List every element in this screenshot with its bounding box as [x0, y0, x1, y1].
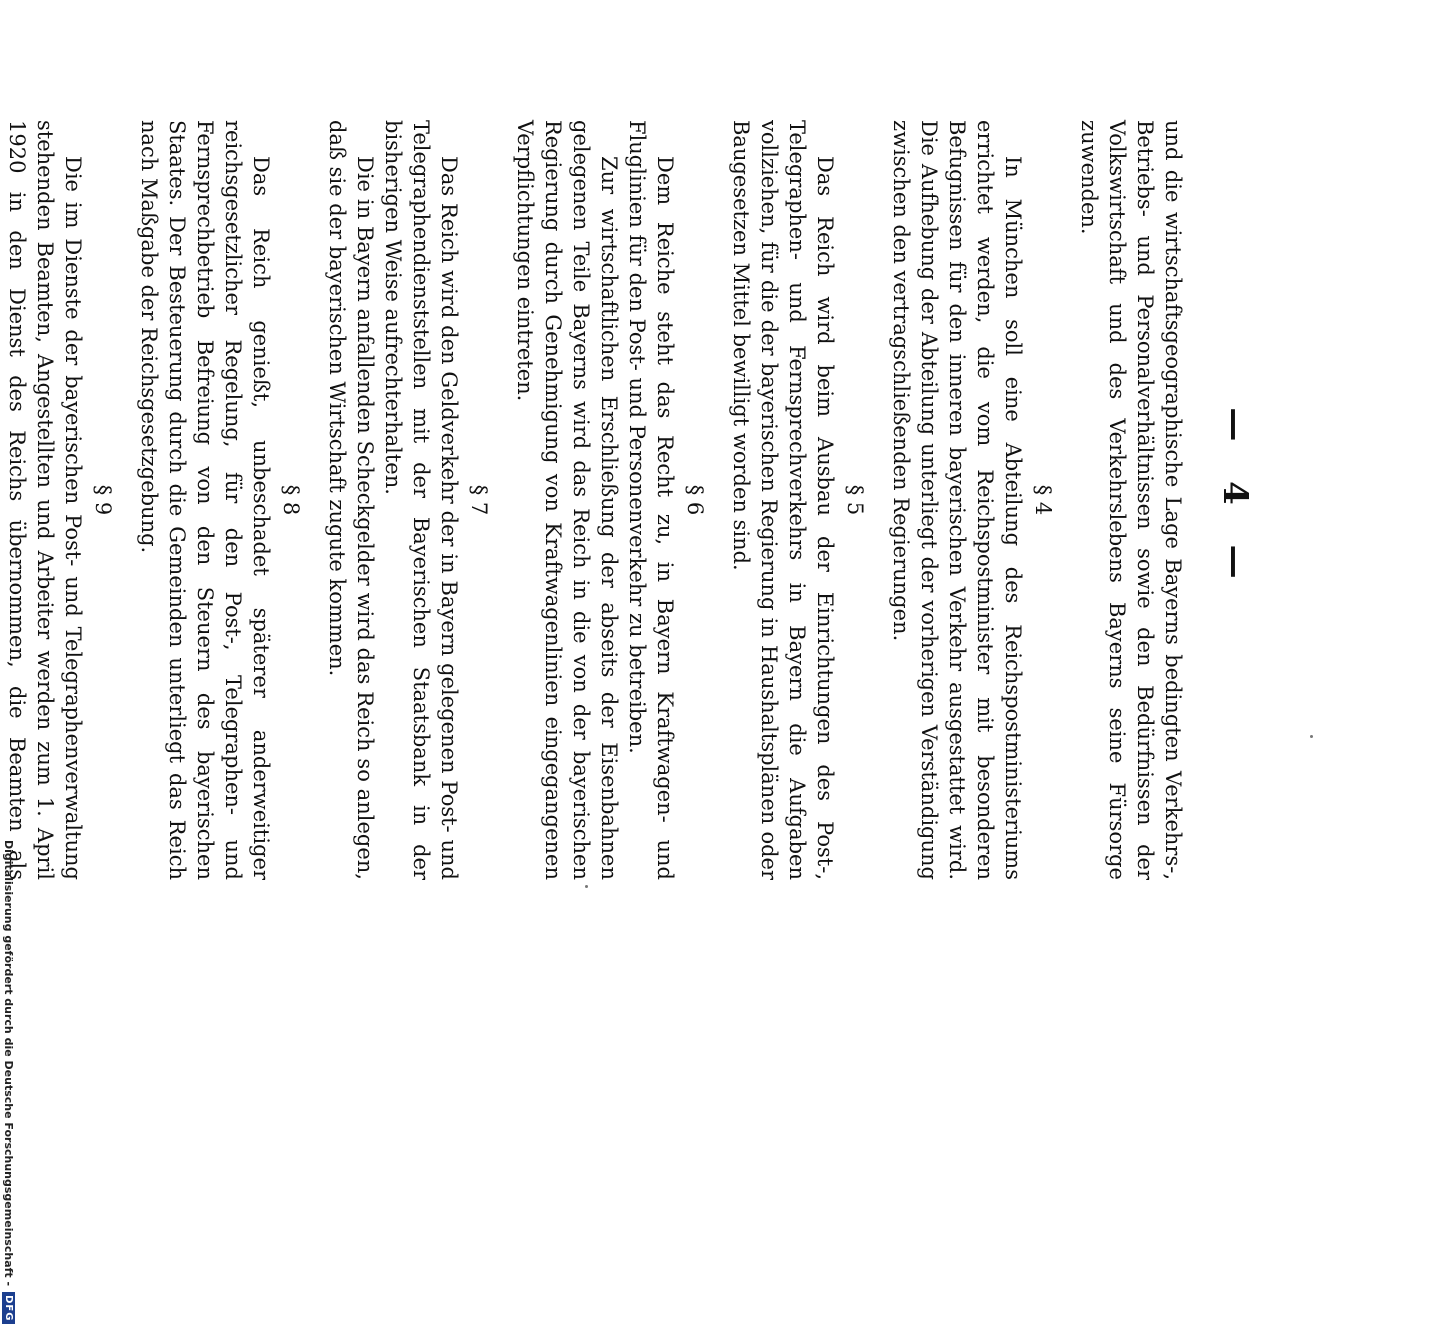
section-heading-9: § 9	[91, 484, 115, 516]
dfg-logo: DFG	[2, 1292, 15, 1324]
section-5-paragraph-1: Das Reich wird beim Ausbau der Einrichtungen des Post-, Telegraphen- und Fernsprechverkehrs in Bayern die Aufgaben vollziehen, für die der bayerischen Regierung in Haushaltsplänen oder Baugesetzen Mittel bewilligt worden sind.	[729, 120, 837, 880]
section-heading-5: § 5	[843, 484, 867, 516]
document-page	[5, 60, 1317, 940]
section-heading-6: § 6	[683, 484, 707, 516]
section-9-paragraph-1: Die im Dienste der bayerischen Post- und Telegraphenverwaltung stehenden Beamten, Angestellten und Arbeiter werden zum 1. April 1920 in den Dienst des Reichs übernommen, die Beamten als	[5, 120, 85, 880]
section-4-paragraph-1: In München soll eine Abteilung des Reichspostministeriums errichtet werden, die vom Reichspostminister mit besonderen Befugnissen für den inneren bayerischen Verkehr ausgestattet wird. Die Aufhebung der Abteilung unterliegt der vorherigen Verständigung zwischen den vertragschließenden Regierungen.	[889, 120, 1025, 880]
section-heading-8: § 8	[279, 484, 303, 516]
section-heading-4: § 4	[1031, 484, 1055, 516]
footer-text: Digitalisierung gefördert durch die Deutsche Forschungsgemeinschaft -	[2, 840, 15, 1287]
section-6-paragraph-1: Dem Reiche steht das Recht zu, in Bayern Kraftwagen- und Fluglinien für den Post- und Personenverkehr zu betreiben.	[625, 120, 677, 880]
section-8-paragraph-1: Das Reich genießt, unbeschadet späterer anderweitiger reichsgesetzlicher Regelung, für den Post-, Telegraphen- und Fernsprechbetrieb Befreiung von den Steuern des bayerischen Staates. Der Besteuerung durch die Gemeinden unterliegt das Reich nach Maßgabe der Reichsgesetzgebung.	[137, 120, 273, 880]
scan-speck	[585, 885, 588, 888]
scan-speck	[1310, 735, 1313, 738]
section-heading-7: § 7	[467, 484, 491, 516]
section-7-paragraph-1: Das Reich wird den Geldverkehr der in Bayern gelegenen Post- und Telegraphendienststellen mit der Bayerischen Staatsbank in der bisherigen Weise aufrechterhalten.	[381, 120, 461, 880]
section-6-paragraph-2: Zur wirtschaftlichen Erschließung der abseits der Eisenbahnen gelegenen Teile Bayerns wird das Reich in die von der bayerischen Regierung durch Genehmigung von Kraftwagenlinien eingegangenen Verpflichtungen eintreten.	[513, 120, 621, 880]
page-number: — 4 —	[1215, 407, 1255, 593]
intro-paragraph: und die wirtschaftsgeographische Lage Bayerns bedingten Verkehrs-, Betriebs- und Personalverhältnissen sowie den Bedürfnissen der Volkswirtschaft und des Verkehrslebens Bayerns seine Fürsorge zuwenden.	[1077, 120, 1185, 880]
section-7-paragraph-2: Die in Bayern anfallenden Scheckgelder wird das Reich so anlegen, daß sie der bayerischen Wirtschaft zugute kommen.	[325, 120, 377, 880]
digitization-footer	[2, 840, 15, 1324]
